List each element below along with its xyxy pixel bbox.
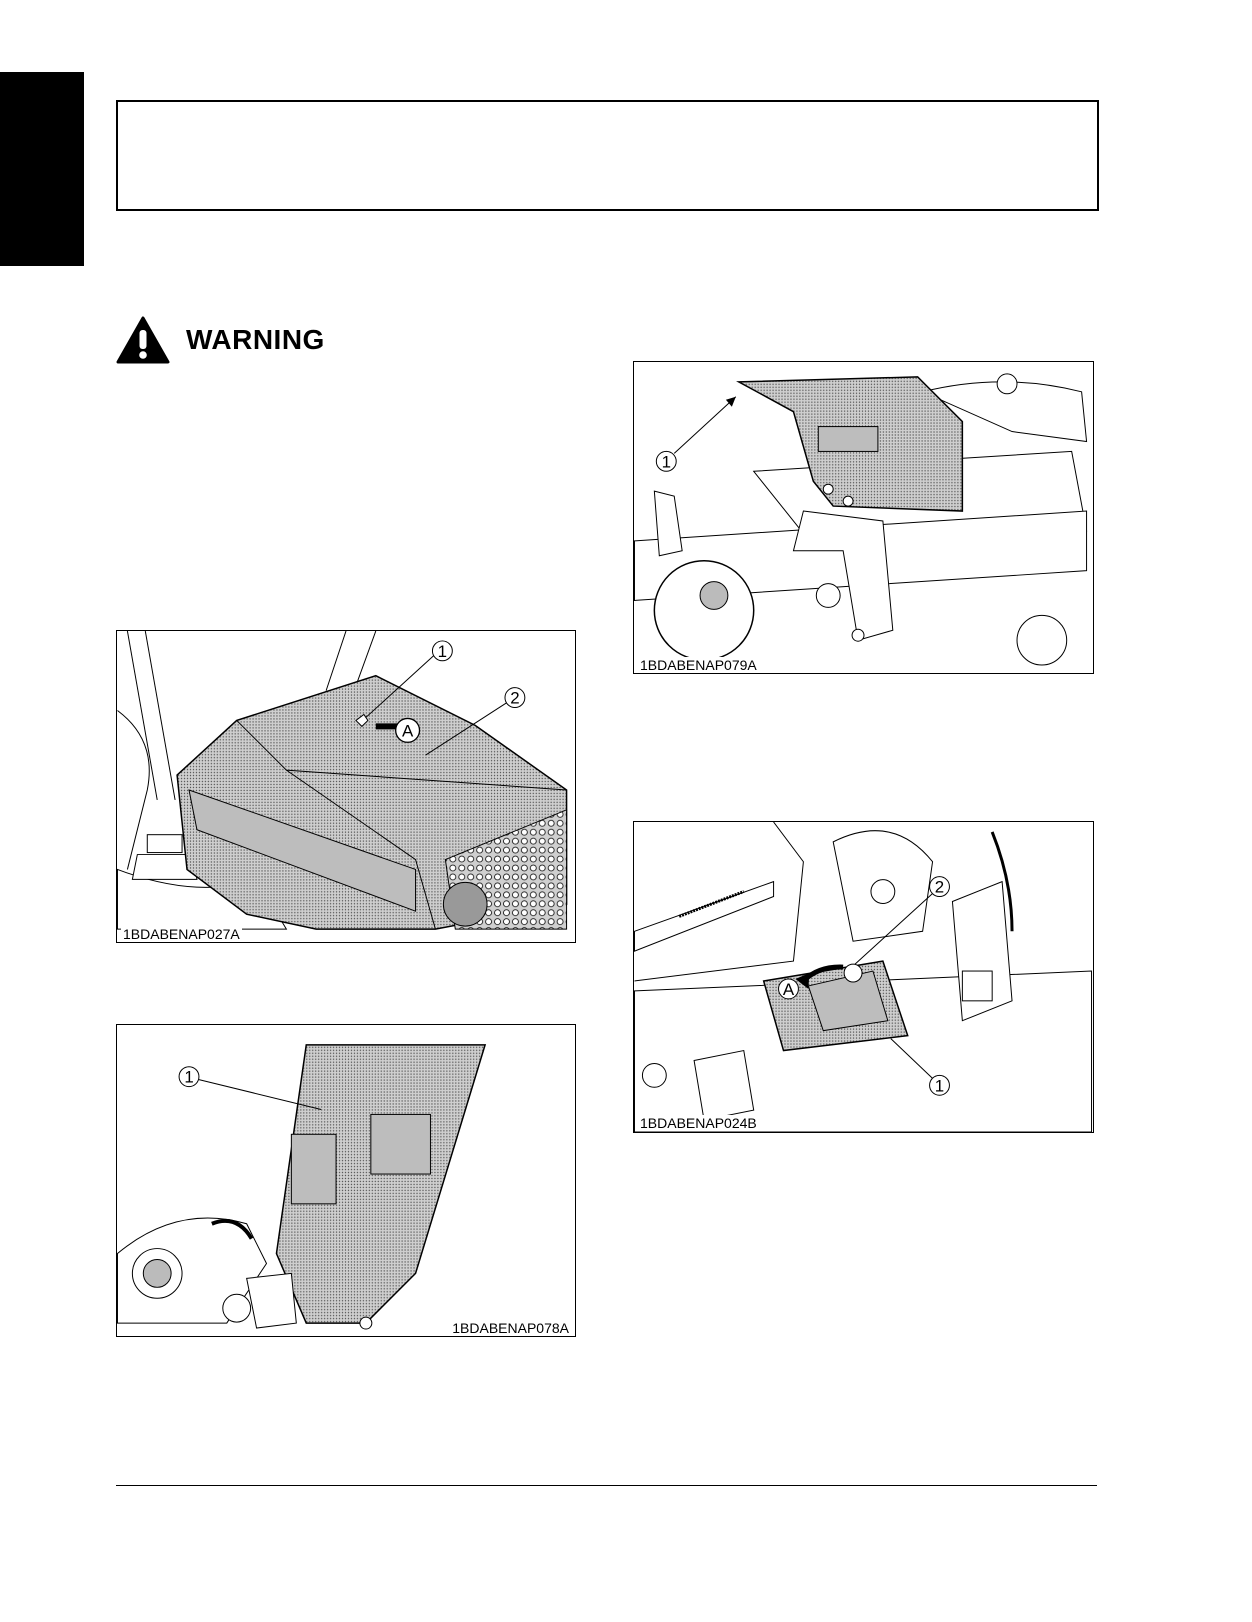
callout-1: 1 bbox=[437, 641, 448, 661]
header-box bbox=[116, 100, 1099, 211]
floor-cover-illustration bbox=[634, 822, 1093, 1132]
footer-rule bbox=[116, 1485, 1097, 1486]
callout-1: 1 bbox=[184, 1067, 194, 1087]
warning-triangle-icon bbox=[116, 316, 170, 364]
heat-shield-illustration bbox=[117, 1025, 575, 1336]
callout-1: 1 bbox=[934, 1076, 945, 1096]
callout-2: 2 bbox=[510, 688, 520, 708]
figure-heat-shield bbox=[116, 1024, 576, 1337]
warning-heading bbox=[116, 316, 325, 364]
figure-id: 1BDABENAP079A bbox=[640, 657, 757, 673]
figure-panel-cover bbox=[116, 630, 576, 943]
callout-2: 2 bbox=[934, 877, 945, 897]
figure-floor-cover bbox=[633, 821, 1094, 1133]
front-cover-illustration bbox=[634, 362, 1093, 673]
panel-cover-illustration bbox=[117, 631, 575, 942]
callout-1: 1 bbox=[661, 452, 671, 472]
callout-a: A bbox=[782, 979, 795, 999]
section-tab bbox=[0, 72, 84, 266]
callout-a: A bbox=[401, 721, 414, 741]
warning-label: WARNING bbox=[186, 324, 325, 355]
figure-id: 1BDABENAP024B bbox=[640, 1115, 757, 1131]
figure-front-cover bbox=[633, 361, 1094, 674]
figure-id: 1BDABENAP027A bbox=[123, 926, 240, 942]
figure-id: 1BDABENAP078A bbox=[452, 1320, 569, 1336]
